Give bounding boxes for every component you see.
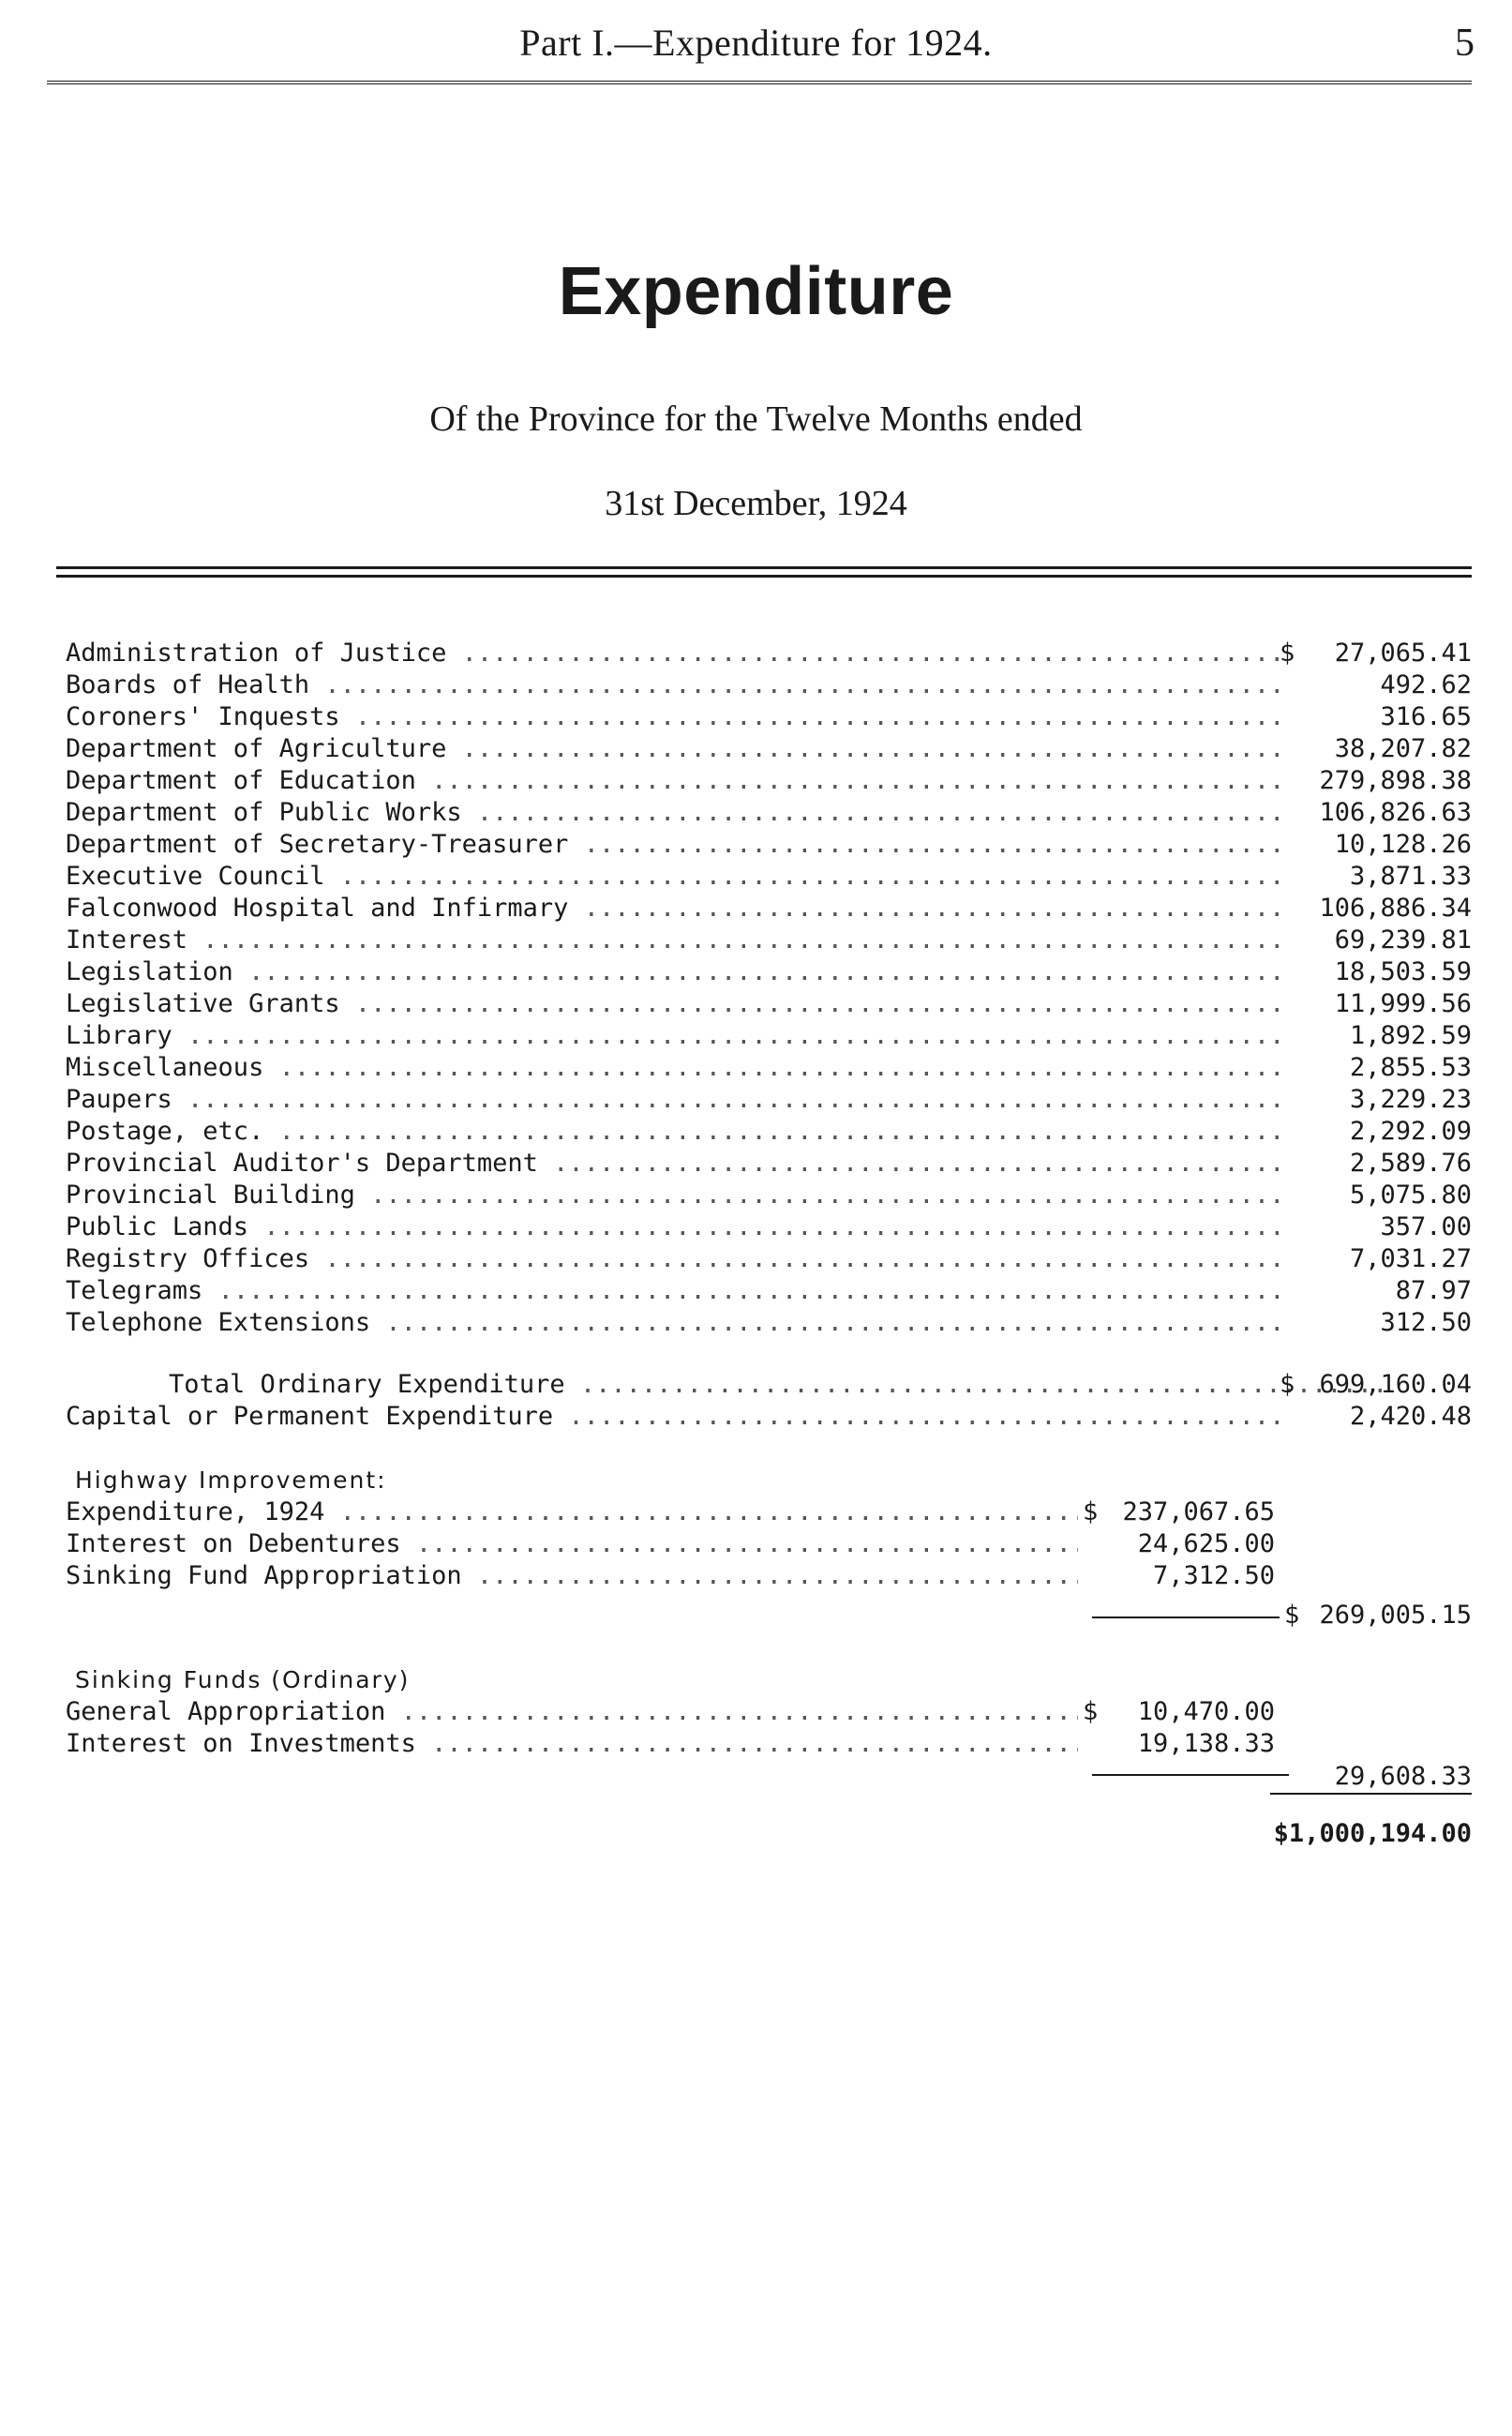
- highway-heading: Highway Improvement:: [75, 1466, 387, 1494]
- row-amount: 106,826.63: [1319, 798, 1472, 827]
- row-label: Legislation .....: [66, 956, 1284, 988]
- row-label: Telegrams .....: [66, 1275, 1284, 1307]
- dollar-sign: $: [1083, 1697, 1099, 1726]
- row-amount: 316.65: [1380, 702, 1472, 731]
- title-rule: [56, 566, 1472, 578]
- expenditure-row: [66, 1180, 1472, 1211]
- dollar-sign: $: [1280, 1370, 1295, 1399]
- expenditure-row: [66, 797, 1472, 829]
- row-label: Provincial Auditor's Department .....: [66, 1148, 1284, 1180]
- expenditure-row: [66, 893, 1472, 925]
- row-label: Expenditure, 1924 .....: [66, 1496, 1078, 1528]
- row-amount: 312.50: [1380, 1308, 1472, 1337]
- page-subtitle: Of the Province for the Twelve Months ended: [429, 399, 1083, 439]
- sinking-total-row: [66, 1761, 1472, 1793]
- row-amount: 279,898.38: [1319, 766, 1472, 795]
- highway-row: [66, 1560, 1472, 1592]
- row-label: Capital or Permanent Expenditure .....: [66, 1401, 1284, 1433]
- row-amount: 7,031.27: [1349, 1244, 1472, 1273]
- row-amount: 699,160.04: [1319, 1370, 1472, 1399]
- row-amount: 19,138.33: [1137, 1729, 1275, 1758]
- expenditure-row: [66, 829, 1472, 861]
- page-title: Expenditure: [558, 254, 954, 329]
- page-header: [0, 21, 1512, 77]
- sinking-heading: Sinking Funds (Ordinary): [75, 1666, 411, 1693]
- highway-total: 269,005.15: [1319, 1601, 1472, 1630]
- row-label: Total Ordinary Expenditure .....: [66, 1369, 1387, 1401]
- row-label: General Appropriation .....: [66, 1696, 1078, 1728]
- dollar-sign: $: [1280, 639, 1295, 668]
- row-amount: 10,128.26: [1334, 830, 1472, 859]
- expenditure-row: [66, 1275, 1472, 1307]
- expenditure-row: [66, 733, 1472, 765]
- sinking-row: [66, 1696, 1472, 1728]
- highway-total-row: [66, 1600, 1472, 1632]
- row-label: Executive Council .....: [66, 861, 1284, 893]
- expenditure-row: [66, 1020, 1472, 1052]
- sinking-total: 29,608.33: [1334, 1762, 1472, 1791]
- highway-row: [66, 1496, 1472, 1528]
- row-label: Boards of Health .....: [66, 669, 1284, 701]
- row-label: Legislative Grants .....: [66, 988, 1284, 1020]
- row-label: Department of Agriculture .....: [66, 733, 1284, 765]
- expenditure-row: [66, 1307, 1472, 1339]
- expenditure-row: [66, 638, 1472, 669]
- row-label: Sinking Fund Appropriation .....: [66, 1560, 1078, 1592]
- row-label: Telephone Extensions .....: [66, 1307, 1284, 1339]
- row-amount: 357.00: [1380, 1212, 1472, 1241]
- dollar-sign: $: [1083, 1497, 1099, 1526]
- expenditure-row: [66, 956, 1472, 988]
- page-number: 5: [1455, 22, 1475, 65]
- expenditure-row: [66, 701, 1472, 733]
- period-date: 31st December, 1924: [605, 484, 907, 523]
- expenditure-row: [66, 1243, 1472, 1275]
- row-label: Public Lands .....: [66, 1211, 1284, 1243]
- row-amount: 69,239.81: [1334, 925, 1472, 955]
- row-label: Interest on Debentures .....: [66, 1528, 1078, 1560]
- row-label: Miscellaneous .....: [66, 1052, 1284, 1084]
- row-amount: 1,892.59: [1349, 1021, 1472, 1050]
- row-amount: 24,625.00: [1137, 1529, 1275, 1558]
- sinking-row: [66, 1728, 1472, 1760]
- row-amount: 18,503.59: [1334, 957, 1472, 986]
- dollar-sign: $: [1284, 1601, 1300, 1630]
- expenditure-row: [66, 669, 1472, 701]
- row-amount: 2,292.09: [1349, 1117, 1472, 1146]
- row-label: Interest on Investments .....: [66, 1728, 1078, 1760]
- total-capital-row: [66, 1401, 1472, 1433]
- row-amount: 2,855.53: [1349, 1053, 1472, 1082]
- header-rule: [47, 81, 1472, 84]
- expenditure-row: [66, 988, 1472, 1020]
- row-label: Registry Offices .....: [66, 1243, 1284, 1275]
- expenditure-row: [66, 1148, 1472, 1180]
- expenditure-row: [66, 765, 1472, 797]
- row-amount: 492.62: [1380, 670, 1472, 699]
- row-amount: 10,470.00: [1137, 1697, 1275, 1726]
- row-label: Falconwood Hospital and Infirmary .....: [66, 893, 1284, 925]
- expenditure-row: [66, 925, 1472, 956]
- row-label: Department of Public Works .....: [66, 797, 1284, 829]
- row-amount: 3,871.33: [1349, 862, 1472, 891]
- row-label: Department of Education .....: [66, 765, 1284, 797]
- row-amount: 27,065.41: [1334, 639, 1472, 668]
- expenditure-row: [66, 1052, 1472, 1084]
- expenditure-row: [66, 1211, 1472, 1243]
- grand-total: $1,000,194.00: [1273, 1819, 1472, 1848]
- expenditure-row: [66, 1116, 1472, 1148]
- row-amount: 237,067.65: [1122, 1497, 1275, 1526]
- row-amount: 5,075.80: [1349, 1180, 1472, 1210]
- row-amount: 7,312.50: [1152, 1561, 1275, 1590]
- row-label: Administration of Justice .....: [66, 638, 1284, 669]
- highway-row: [66, 1528, 1472, 1560]
- row-amount: 3,229.23: [1349, 1085, 1472, 1114]
- expenditure-row: [66, 1084, 1472, 1116]
- grand-total-rule: [1270, 1793, 1472, 1795]
- row-label: Postage, etc. .....: [66, 1116, 1284, 1148]
- row-amount: 106,886.34: [1319, 894, 1472, 923]
- row-amount: 11,999.56: [1334, 989, 1472, 1018]
- total-ordinary-row: [66, 1369, 1472, 1401]
- row-amount: 2,420.48: [1349, 1402, 1472, 1431]
- row-label: Department of Secretary-Treasurer .....: [66, 829, 1284, 861]
- row-amount: 38,207.82: [1334, 734, 1472, 763]
- row-label: Interest .....: [66, 925, 1284, 956]
- row-amount: 87.97: [1395, 1276, 1472, 1305]
- expenditure-row: [66, 861, 1472, 893]
- row-label: Library .....: [66, 1020, 1284, 1052]
- running-header: Part I.—Expenditure for 1924.: [519, 22, 993, 64]
- row-amount: 2,589.76: [1349, 1149, 1472, 1178]
- row-label: Provincial Building .....: [66, 1180, 1284, 1211]
- row-label: Paupers .....: [66, 1084, 1284, 1116]
- row-label: Coroners' Inquests .....: [66, 701, 1284, 733]
